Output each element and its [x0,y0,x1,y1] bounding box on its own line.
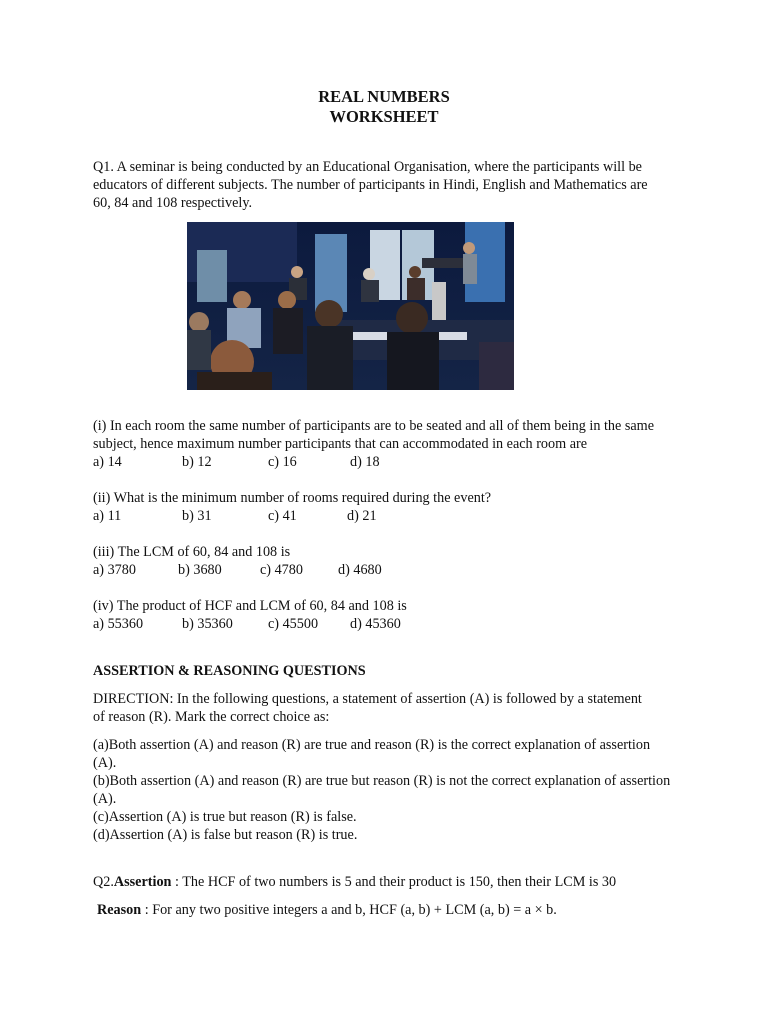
sub-question-2: (ii) What is the minimum number of rooms required during the event? [93,490,492,506]
ar-choice-c: (c)Assertion (A) is true but reason (R) is false. [93,809,357,825]
sub-question-1: (i) In each room the same number of participants are to be seated and all of them being in the same subject, hence maximum number participants that can accommodated in each room are [93,418,654,452]
q2-assertion [93,873,713,891]
option-3c: c) 4780 [260,562,303,578]
option-1b: b) 12 [182,454,212,470]
option-4b: b) 35360 [182,616,233,632]
sub-question-4: (iv) The product of HCF and LCM of 60, 84 and 108 is [93,598,407,614]
option-2a: a) 11 [93,508,122,524]
title-line-2: WORKSHEET [329,107,439,126]
option-1a: a) 14 [93,454,122,470]
ar-choice-d: (d)Assertion (A) is false but reason (R) is true. [93,827,358,843]
q2-prefix: Q2. [93,874,114,890]
title-line-1: REAL NUMBERS [318,87,450,106]
q2-reason [97,901,717,919]
option-2b: b) 31 [182,508,212,524]
assertion-label: Assertion [113,874,172,890]
ar-choice-a: (a)Both assertion (A) and reason (R) are true and reason (R) is the correct explanation of assertion (A). [93,737,651,771]
options-2 [93,507,693,525]
option-3d: d) 4680 [338,562,382,578]
option-3b: b) 3680 [178,562,222,578]
reason-text: : For any two positive integers a and b, HCF (a, b) + LCM (a, b) = a × b. [141,902,557,918]
option-2d: d) 21 [347,508,377,524]
assertion-text: : The HCF of two numbers is 5 and their product is 150, then their LCM is 30 [171,874,617,890]
option-3a: a) 3780 [93,562,136,578]
q1-text: Q1. A seminar is being conducted by an Educational Organisation, where the participants will be educators of different subjects. The number of participants in Hindi, English and Mathematics are 60, 84 and 108 respectively. [93,159,648,211]
option-4a: a) 55360 [93,616,144,632]
seminar-photo [187,222,514,390]
option-1d: d) 18 [350,454,380,470]
option-4d: d) 45360 [350,616,401,632]
ar-choice-b: (b)Both assertion (A) and reason (R) are true but reason (R) is not the correct explanation of assertion (A). [93,773,671,807]
ar-direction: DIRECTION: In the following questions, a statement of assertion (A) is followed by a statement of reason (R). Mark the correct choice as: [93,691,642,725]
option-2c: c) 41 [268,508,297,524]
ar-heading: ASSERTION & REASONING QUESTIONS [93,663,366,679]
option-4c: c) 45500 [268,616,319,632]
options-3 [93,561,693,579]
option-1c: c) 16 [268,454,297,470]
options-1 [93,453,693,471]
options-4 [93,615,693,633]
reason-label: Reason [97,902,142,918]
sub-question-3: (iii) The LCM of 60, 84 and 108 is [93,544,291,560]
seminar-photo-image [187,222,514,390]
